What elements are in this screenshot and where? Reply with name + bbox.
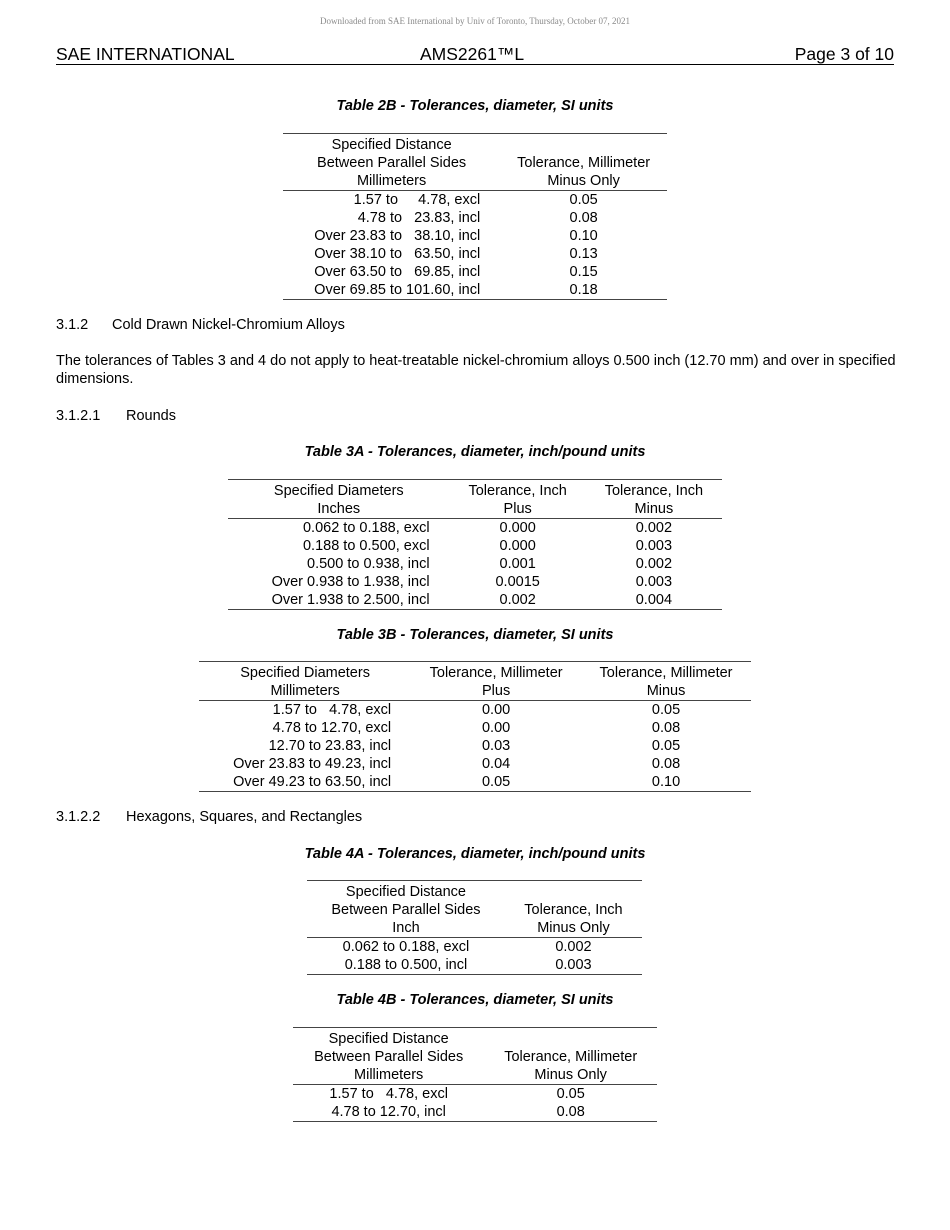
range-cell: 4.78 to 12.70, incl — [293, 1103, 484, 1122]
table-header-cell: Specified Distance — [307, 881, 505, 902]
minus-cell: 0.08 — [651, 720, 681, 736]
section-number: 3.1.2.1 — [56, 408, 101, 424]
table-3a-caption: Table 3A - Tolerances, diameter, inch/pound units — [304, 444, 646, 460]
minus-cell: 0.05 — [651, 702, 681, 718]
range-cell: 1.57 to 4.78, excl — [329, 1086, 448, 1102]
table-header-cell: Between Parallel Sides — [331, 902, 481, 918]
range-cell: Over 38.10 to 63.50, incl — [314, 246, 481, 262]
range-cell: 4.78 to 23.83, incl — [357, 210, 481, 226]
table-header-cell: Specified Distance — [293, 1028, 484, 1049]
range-cell: Over 63.50 to 69.85, incl — [314, 264, 481, 280]
tolerance-cell: 0.002 — [555, 939, 592, 955]
tolerance-cell: 0.003 — [505, 956, 642, 975]
table-header-cell: Minus — [581, 682, 751, 701]
table-header-cell — [484, 1028, 657, 1049]
plus-cell: 0.0015 — [495, 574, 540, 590]
header-doc-number: AMS2261™L — [420, 44, 525, 64]
table-row — [199, 773, 751, 792]
range-cell: Over 49.23 to 63.50, incl — [199, 773, 411, 792]
plus-cell: 0.05 — [411, 773, 581, 792]
table-header-cell: Millimeters — [199, 682, 411, 701]
table-header-cell: Minus Only — [505, 919, 642, 938]
table-header-cell: Millimeters — [283, 172, 500, 191]
minus-cell: 0.004 — [586, 591, 722, 610]
tolerance-cell: 0.08 — [569, 210, 598, 226]
minus-cell: 0.003 — [635, 574, 673, 590]
tolerance-cell: 0.08 — [484, 1103, 657, 1122]
table-header-cell: Specified Distance — [283, 134, 500, 155]
range-cell: 12.70 to 23.83, incl — [268, 738, 392, 754]
table-header-cell — [505, 881, 642, 902]
table-header-cell: Between Parallel Sides — [317, 155, 467, 171]
range-cell: 4.78 to 12.70, excl — [272, 720, 392, 736]
minus-cell: 0.08 — [651, 756, 681, 772]
table-header-cell: Between Parallel Sides — [314, 1049, 464, 1065]
table-row — [199, 737, 751, 755]
table-row — [283, 245, 667, 263]
section-title: Cold Drawn Nickel-Chromium Alloys — [112, 317, 345, 333]
table-header-cell: Inches — [228, 500, 450, 519]
table-header-cell: Tolerance, Inch — [586, 480, 722, 501]
section-title: Hexagons, Squares, and Rectangles — [126, 809, 363, 825]
minus-cell: 0.002 — [635, 556, 673, 572]
range-cell: Over 69.85 to 101.60, incl — [283, 281, 500, 300]
plus-cell: 0.002 — [450, 591, 586, 610]
range-cell: 0.062 to 0.188, excl — [302, 520, 430, 536]
minus-cell: 0.05 — [651, 738, 681, 754]
section-title: Rounds — [126, 408, 176, 424]
range-cell: 0.188 to 0.500, excl — [302, 538, 430, 554]
table-3b — [199, 661, 751, 792]
table-row — [228, 519, 722, 538]
table-row — [283, 263, 667, 281]
table-header-cell: Millimeters — [293, 1066, 484, 1085]
table-header-cell: Tolerance, Millimeter — [581, 662, 751, 683]
section-3-1-2-2-heading — [56, 808, 362, 826]
table-header-cell: Tolerance, Millimeter — [411, 662, 581, 683]
plus-cell: 0.000 — [499, 520, 536, 536]
table-row — [228, 591, 722, 610]
table-row — [228, 537, 722, 555]
tolerance-cell: 0.05 — [569, 192, 598, 208]
table-row — [307, 938, 642, 957]
header-org: SAE INTERNATIONAL — [56, 44, 235, 64]
page-header — [56, 44, 894, 65]
table-header-cell: Minus Only — [500, 172, 667, 191]
table-row — [307, 956, 642, 975]
tolerance-cell: 0.05 — [556, 1086, 585, 1102]
table-header-cell: Specified Diameters — [228, 480, 450, 501]
table-3a — [228, 479, 722, 610]
range-cell: Over 23.83 to 38.10, incl — [314, 228, 481, 244]
table-row — [293, 1103, 657, 1122]
table-header-cell: Minus — [586, 500, 722, 519]
range-cell: 1.57 to 4.78, excl — [272, 702, 392, 718]
section-number: 3.1.2.2 — [56, 809, 101, 825]
tolerance-cell: 0.13 — [569, 246, 598, 262]
table-header-cell: Specified Diameters — [199, 662, 411, 683]
range-cell: 0.062 to 0.188, excl — [342, 939, 470, 955]
table-4a — [307, 880, 642, 975]
range-cell: 1.57 to 4.78, excl — [353, 192, 481, 208]
section-3-1-2-heading — [56, 316, 345, 334]
table-2b — [283, 133, 667, 300]
range-cell: Over 1.938 to 2.500, incl — [228, 591, 450, 610]
table-header-cell: Tolerance, Millimeter — [504, 1049, 638, 1065]
table-header-cell: Tolerance, Inch — [524, 902, 623, 918]
table-4a-caption: Table 4A - Tolerances, diameter, inch/pound units — [304, 846, 646, 862]
table-row — [199, 719, 751, 737]
table-row — [228, 573, 722, 591]
note-paragraph: The tolerances of Tables 3 and 4 do not apply to heat-treatable nickel-chromium alloys 0.500 inch (12.70 mm) and over in specified dimensions. — [56, 353, 896, 387]
plus-cell: 0.000 — [499, 538, 536, 554]
table-header-cell: Tolerance, Inch — [450, 480, 586, 501]
table-header-cell: Minus Only — [484, 1066, 657, 1085]
range-cell: Over 0.938 to 1.938, incl — [271, 574, 430, 590]
plus-cell: 0.00 — [481, 702, 511, 718]
plus-cell: 0.00 — [481, 720, 511, 736]
minus-cell: 0.002 — [635, 520, 673, 536]
table-row — [199, 755, 751, 773]
table-4b — [293, 1027, 657, 1122]
tolerance-cell: 0.18 — [500, 281, 667, 300]
tolerance-cell: 0.15 — [569, 264, 598, 280]
table-row — [283, 227, 667, 245]
table-header-cell — [500, 134, 667, 155]
plus-cell: 0.04 — [481, 756, 511, 772]
minus-cell: 0.003 — [635, 538, 673, 554]
table-header-cell: Tolerance, Millimeter — [517, 155, 651, 171]
table-4b-caption: Table 4B - Tolerances, diameter, SI units — [336, 992, 614, 1008]
table-header-cell: Plus — [450, 500, 586, 519]
range-cell: Over 23.83 to 49.23, incl — [233, 756, 392, 772]
section-number: 3.1.2 — [56, 317, 89, 333]
header-page-number: Page 3 of 10 — [794, 44, 894, 64]
table-3b-caption: Table 3B - Tolerances, diameter, SI units — [336, 627, 614, 643]
plus-cell: 0.03 — [481, 738, 511, 754]
table-row — [199, 701, 751, 720]
table-2b-caption: Table 2B - Tolerances, diameter, SI units — [336, 98, 614, 114]
table-row — [283, 191, 667, 210]
table-header-cell: Plus — [411, 682, 581, 701]
table-row — [228, 555, 722, 573]
tolerance-cell: 0.10 — [569, 228, 598, 244]
table-header-cell: Inch — [307, 919, 505, 938]
minus-cell: 0.10 — [581, 773, 751, 792]
download-watermark: Downloaded from SAE International by Univ of Toronto, Thursday, October 07, 2021 — [320, 16, 630, 26]
range-cell: 0.188 to 0.500, incl — [307, 956, 505, 975]
range-cell: 0.500 to 0.938, incl — [307, 556, 430, 572]
table-row — [283, 209, 667, 227]
plus-cell: 0.001 — [499, 556, 536, 572]
table-row — [283, 281, 667, 300]
section-3-1-2-1-heading — [56, 407, 176, 425]
table-row — [293, 1085, 657, 1104]
